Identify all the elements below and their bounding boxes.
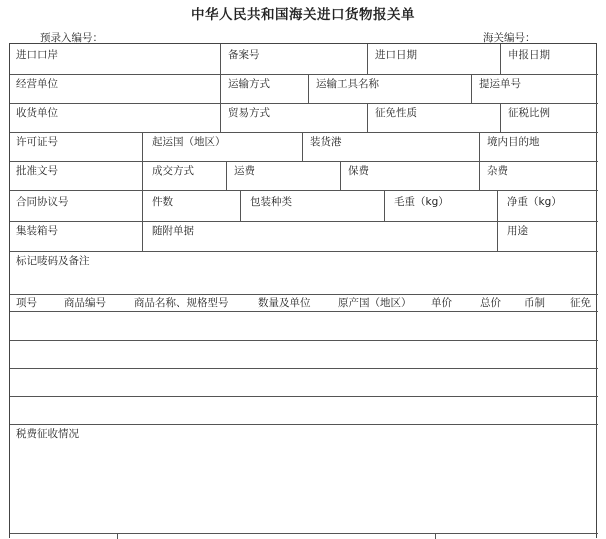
label-insurance: 保费 bbox=[348, 165, 369, 177]
goods-header-unit-price: 单价 bbox=[431, 297, 452, 309]
label-net-weight: 净重（kg） bbox=[507, 196, 562, 208]
label-business-unit: 经营单位 bbox=[16, 78, 58, 90]
label-departure-country: 起运国（地区） bbox=[152, 136, 226, 148]
col-divider bbox=[142, 221, 143, 251]
label-consignee-unit: 收货单位 bbox=[16, 107, 58, 119]
goods-header-product-name: 商品名称、规格型号 bbox=[134, 297, 229, 309]
label-license-number: 许可证号 bbox=[16, 136, 58, 148]
row-divider bbox=[10, 424, 598, 425]
label-marks-remarks: 标记唛码及备注 bbox=[16, 255, 90, 267]
label-approval-number: 批准文号 bbox=[16, 165, 58, 177]
col-divider bbox=[220, 44, 221, 74]
col-divider bbox=[226, 161, 227, 190]
label-tax-ratio: 征税比例 bbox=[508, 107, 550, 119]
col-divider bbox=[497, 221, 498, 251]
col-divider bbox=[220, 103, 221, 132]
col-divider bbox=[367, 103, 368, 132]
goods-header-item-no: 项号 bbox=[16, 297, 37, 309]
preinput-number-label: 预录入编号： bbox=[40, 32, 103, 44]
col-divider bbox=[142, 161, 143, 190]
label-domestic-destination: 境内目的地 bbox=[487, 136, 540, 148]
col-divider bbox=[384, 190, 385, 221]
col-divider bbox=[497, 190, 498, 221]
label-contract-number: 合同协议号 bbox=[16, 196, 69, 208]
label-pieces: 件数 bbox=[152, 196, 173, 208]
label-import-port: 进口口岸 bbox=[16, 49, 58, 61]
col-divider bbox=[220, 74, 221, 103]
label-loading-port: 装货港 bbox=[310, 136, 342, 148]
col-divider bbox=[142, 132, 143, 161]
label-deal-mode: 成交方式 bbox=[152, 165, 194, 177]
col-divider bbox=[302, 132, 303, 161]
goods-header-total-price: 总价 bbox=[480, 297, 501, 309]
label-record-number: 备案号 bbox=[228, 49, 260, 61]
label-bill-number: 提运单号 bbox=[479, 78, 521, 90]
label-misc-fee: 杂费 bbox=[487, 165, 508, 177]
row-divider bbox=[10, 396, 598, 397]
goods-header-currency: 币制 bbox=[524, 297, 545, 309]
col-divider bbox=[435, 533, 436, 539]
row-divider bbox=[10, 340, 598, 341]
col-divider bbox=[117, 533, 118, 539]
label-attached-docs: 随附单据 bbox=[152, 225, 194, 237]
col-divider bbox=[479, 161, 480, 190]
col-divider bbox=[308, 74, 309, 103]
row-divider bbox=[10, 311, 598, 312]
goods-header-quantity: 数量及单位 bbox=[258, 297, 311, 309]
col-divider bbox=[471, 74, 472, 103]
goods-header-product-code: 商品编号 bbox=[64, 297, 106, 309]
row-divider bbox=[10, 74, 598, 75]
label-container-number: 集装箱号 bbox=[16, 225, 58, 237]
label-tax-collection: 税费征收情况 bbox=[16, 428, 79, 440]
declaration-form bbox=[9, 43, 597, 538]
row-divider bbox=[10, 251, 598, 252]
col-divider bbox=[500, 44, 501, 74]
label-declare-date: 申报日期 bbox=[508, 49, 550, 61]
label-import-date: 进口日期 bbox=[375, 49, 417, 61]
col-divider bbox=[240, 190, 241, 221]
label-package-type: 包装种类 bbox=[250, 196, 292, 208]
row-divider bbox=[10, 103, 598, 104]
row-divider bbox=[10, 161, 598, 162]
label-exemption-nature: 征免性质 bbox=[375, 107, 417, 119]
label-gross-weight: 毛重（kg） bbox=[394, 196, 449, 208]
goods-header-exemption: 征免 bbox=[570, 297, 591, 309]
col-divider bbox=[340, 161, 341, 190]
row-divider bbox=[10, 533, 598, 534]
row-divider bbox=[10, 294, 598, 295]
row-divider bbox=[10, 132, 598, 133]
col-divider bbox=[142, 190, 143, 221]
form-title: 中华人民共和国海关进口货物报关单 bbox=[191, 7, 415, 23]
row-divider bbox=[10, 221, 598, 222]
col-divider bbox=[500, 103, 501, 132]
label-usage: 用途 bbox=[507, 225, 528, 237]
label-trade-mode: 贸易方式 bbox=[228, 107, 270, 119]
customs-number-label: 海关编号： bbox=[483, 32, 536, 44]
goods-header-origin: 原产国（地区） bbox=[338, 297, 412, 309]
col-divider bbox=[479, 132, 480, 161]
col-divider bbox=[367, 44, 368, 74]
label-transport-mode: 运输方式 bbox=[228, 78, 270, 90]
row-divider bbox=[10, 368, 598, 369]
label-freight: 运费 bbox=[234, 165, 255, 177]
row-divider bbox=[10, 190, 598, 191]
label-transport-tool: 运输工具名称 bbox=[316, 78, 379, 90]
